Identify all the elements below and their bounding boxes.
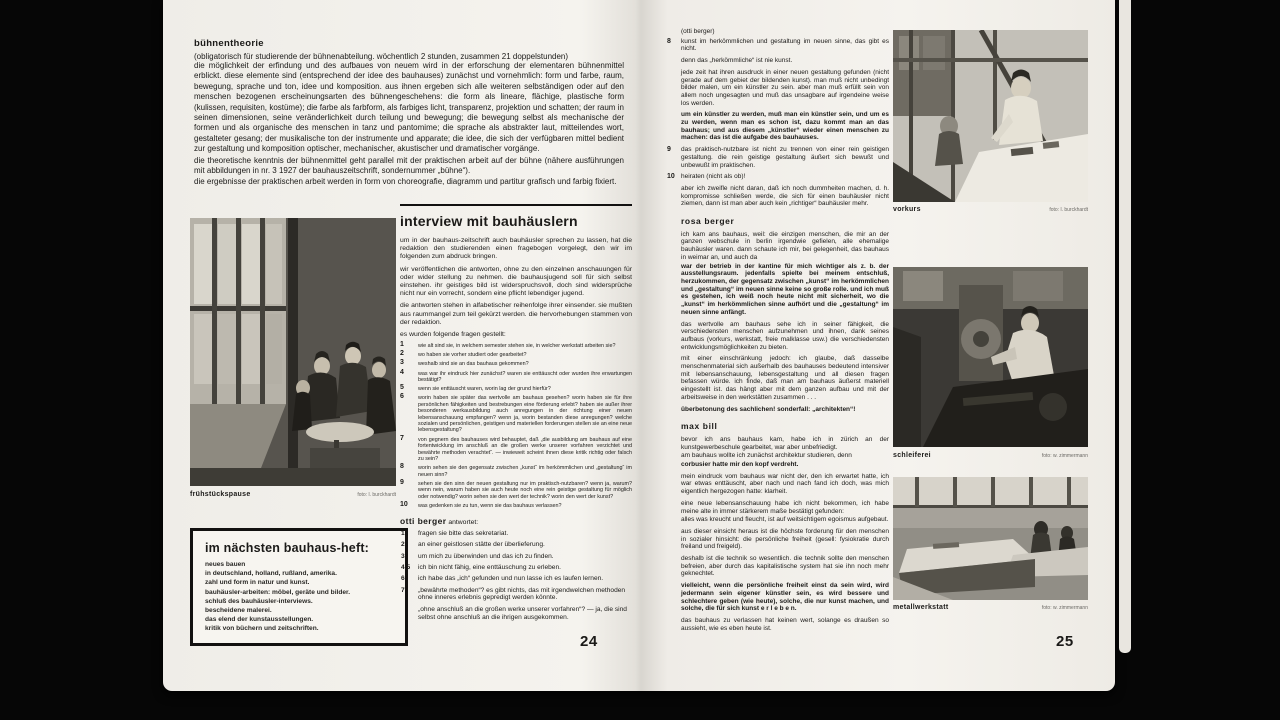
answer-item bbox=[400, 587, 632, 603]
question-item bbox=[400, 361, 632, 367]
vorkurs-caption bbox=[893, 206, 1088, 213]
interview-top-rule bbox=[400, 204, 632, 206]
theory-paragraph: die möglichkeit der erfindung und des aufbaues von neuem wird in der erforschung der elementaren bühnenmittel erblickt. diese elemente sind (entsprechend der idee des bauhauses) zunächst und vornehmlich: form und farbe, raum, bewegung, sprache und ton, idee und komposition. aus ihnen ergeben sich alle weiteren selbständigen oder auf den menschen bezogenen erscheinungsarten des bühnengeschehens: die form als lineare, flächige, plastische form (kulissen, requisiten, kostüme); die farbe als farbform, als farbiges licht, transparenz, projektion und schatten; der raum in seinen dimensionen, seine veränderlichkeit durch teilung und bewegung; die bewegung selbst als mechanische der formen und als organische des menschen in tanz und pantomime; die sprache als abstrakter laut, mitteilendes wort, gestalteter gesang; der musikalische ton der instrumente und apparate; die idee, die sich der verfügbaren mittel bedient zur gestaltung und komposition optischer, mechanischer, akustischer und dramatischer vorgänge. bbox=[194, 61, 624, 154]
next-issue-item: schluß des bauhäusler-interviews. bbox=[205, 597, 313, 605]
question-text: wo haben sie vorher studiert oder gearbeitet? bbox=[418, 352, 527, 359]
answer-text: „ohne anschluß an die großen werke unserer vorfahren“? — ja, die sind selbst ohne anschluß an die ihrigen ausgekommen. bbox=[418, 605, 627, 621]
schleiferei-caption-label: schleiferei bbox=[893, 452, 931, 459]
text-block-text: überbetonung des sachlichen! sonderfall: „architekten“! bbox=[681, 405, 856, 413]
text-block bbox=[681, 423, 889, 431]
text-block bbox=[681, 231, 889, 262]
next-issue-item: kritik von büchern und zeitschriften. bbox=[205, 625, 319, 633]
fruehstueckspause-caption-label: frühstückspause bbox=[190, 491, 251, 498]
text-block-text: corbusier hatte mir den kopf verdreht. bbox=[681, 461, 799, 469]
question-text: worin haben sie später das wertvolle am bauhaus gesehen? worin haben sie für ihre persönlichen fähigkeiten und bestrebungen eine förderung erlebt? haben sie außer ihrer besonderen werkausbildung auch anregungen in der richtung einer neuen lebensanschauung empfangen? wenn ja, worin bestanden diese anregungen? welche sozialen und persönlichen, geistigen und materiellen forderungen stellen sie an eine neue lebensgestaltung? bbox=[418, 395, 632, 434]
question-text: worin sehen sie den gegensatz zwischen „kunst“ im herkömmlichen und „gestaltung“ im neuen sinn? bbox=[418, 465, 632, 478]
text-block-text: mein eindruck vom bauhaus war nicht der, den ich erwartet hatte, ich war etwas enttäuscht, aber nach und nach fand ich doch, was mich eigentlich hergezogen hatte: klarheit. bbox=[681, 472, 889, 496]
text-block bbox=[681, 355, 889, 401]
text-block-text: heiraten (nicht als ob)! bbox=[681, 173, 746, 181]
text-block bbox=[681, 263, 889, 317]
metallwerkstatt-photo-art bbox=[893, 477, 1088, 600]
answers-heading bbox=[400, 516, 632, 526]
question-item bbox=[400, 478, 632, 500]
next-issue-item: zahl und form in natur und kunst. bbox=[205, 579, 310, 587]
questions-list bbox=[400, 343, 632, 509]
page-stack-edge bbox=[1119, 0, 1131, 653]
interview-intro-paragraph: wir veröffentlichen die antworten, ohne zu den einzelnen anschauungen für oder wider stellung zu nehmen. die bauhausjugend soll für sich selbst einstehen. ihr geistiges bild ist widerspruchsvoll, doch sind widersprüche nicht nur ein vorrecht, sondern eine pflicht lebendiger jugend. bbox=[400, 265, 632, 298]
text-block bbox=[681, 555, 889, 578]
text-block-text: kunst im herkömmlichen und gestaltung im neuen sinne, das gibt es nicht. bbox=[681, 37, 889, 53]
question-text: weshalb sind sie an das bauhaus gekommen? bbox=[418, 361, 529, 368]
answer-item bbox=[400, 553, 632, 561]
text-block-number: 9 bbox=[667, 146, 671, 154]
answer-number: 4,5 bbox=[401, 564, 411, 572]
question-text: von gegnern des bauhauses wird behauptet, daß „die ausbildung am bauhaus auf eine fortentwicklung im anschluß an die großen werke unserer vorfahren verzichtet und bewährte methoden verachtet“. — inwieweit scheint ihnen diese kritik richtig oder falsch zu sein? bbox=[418, 436, 632, 462]
text-block-text: alles was kreucht und fleucht, ist auf weitsichtigem egoismus aufgebaut. bbox=[681, 516, 889, 524]
text-block-text: aus dieser einsicht heraus ist die höchste forderung für den menschen in sozialer hinsicht: die persönliche freiheit (gesell: fysiokratie durch freiland und freigeld). bbox=[681, 527, 889, 551]
question-text: was gedenken sie zu tun, wenn sie das bauhaus verlassen? bbox=[418, 502, 562, 509]
question-item bbox=[400, 386, 632, 392]
text-block-text: vielleicht, wenn die persönliche freiheit einst da sein wird, wird jedermann sein eigener künstler sein, es wird bessere und schlechtere geben (wie heute), solche, die nur kunst machen, und solche, die für sich kunst e r l e b e n. bbox=[681, 582, 889, 613]
text-block bbox=[667, 146, 889, 169]
text-block-text: ich kam ans bauhaus, weil: die einzigen menschen, die mir an der ganzen webschule in berlin irgendwie gefielen, alle ehemalige bauhäusler waren. dann schaute ich mir, bei gelegenheit, das bauhaus in weimar an, und auch da bbox=[681, 230, 889, 261]
question-item bbox=[400, 352, 632, 358]
answer-text: „bewährte methoden“? es gibt nichts, das mit irgendwelchen methoden ohne inneres erlebnis gepredigt werden könnte. bbox=[418, 586, 626, 602]
magazine-spread bbox=[163, 0, 1115, 691]
text-block-text: rosa berger bbox=[681, 216, 735, 227]
answer-text: ich habe das „ich“ gefunden und nun lasse ich es laufen lernen. bbox=[418, 575, 604, 583]
interview-intro-paragraph: um in der bauhaus-zeitschrift auch bauhäusler sprechen zu lassen, hat die redaktion den studierenden einen fragebogen vorgelegt, den wir im folgenden zum abdruck bringen. bbox=[400, 237, 632, 261]
next-issue-item: bauhäusler-arbeiten: möbel, geräte und bilder. bbox=[205, 588, 351, 596]
question-item bbox=[400, 343, 632, 349]
text-block bbox=[681, 218, 889, 226]
question-number: 1 bbox=[400, 341, 404, 349]
answer-number: 7 bbox=[401, 586, 405, 594]
next-issue-items bbox=[205, 560, 405, 634]
next-issue-item: bescheidene malerei. bbox=[205, 607, 272, 615]
schleiferei-photo-art bbox=[893, 267, 1088, 447]
answer-item bbox=[400, 575, 632, 583]
text-block bbox=[681, 436, 889, 451]
question-number: 4 bbox=[400, 368, 404, 376]
answer-text: an einer geistlosen stätte der überlieferung. bbox=[418, 541, 545, 549]
next-issue-title: im nächsten bauhaus-heft: bbox=[205, 541, 370, 555]
metallwerkstatt-photo bbox=[893, 477, 1088, 600]
text-block-text: bevor ich ans bauhaus kam, habe ich in zürich an der kunstgewerbeschule gearbeitet, war aber unbefriedigt. bbox=[681, 435, 889, 451]
text-block bbox=[681, 500, 889, 515]
question-number: 5 bbox=[400, 384, 404, 392]
text-block bbox=[681, 461, 889, 469]
next-issue-item: das elend der kunstausstellungen. bbox=[205, 616, 314, 624]
text-block-text: war der betrieb in der kantine für mich wichtiger als z. b. der ausstellungsraum. jedenfalls spielte bei meinem entschluß, herzukommen, der gegensatz zwischen „kunst“ im herkömmlichen und „gestaltung“ im neuen sinne keine so große rolle. und ich muß es gestehen, ich weiß noch heute nicht mit sicherheit, wo die „kunst“ im herkömmlichen sinne aufhört und die „gestaltung“ im neuen sinne anfängt. bbox=[681, 262, 889, 316]
schleiferei-caption bbox=[893, 452, 1088, 459]
text-block bbox=[681, 516, 889, 524]
question-text: was war ihr eindruck hier zunächst? waren sie enttäuscht oder wurden ihre erwartungen bestätigt? bbox=[418, 370, 632, 384]
text-block-text: das bauhaus zu verlassen hat keinen wert, solange es draußen so aussieht, wie es eben heute ist. bbox=[681, 617, 889, 632]
text-block-text: deshalb ist die technik so wesentlich. die technik sollte den menschen befreien, aber durch das kapitalistische system hat sie ihn noch mehr geknechtet. bbox=[681, 555, 889, 578]
vorkurs-caption-label: vorkurs bbox=[893, 206, 921, 213]
text-block-text: aber ich zweifle nicht daran, daß ich noch dummheiten machen, d. h. kompromisse schließen werde, die sich für einen bauhäusler nicht ziemen, dann ist man aber auch kein „richtiger“ bauhäusler mehr. bbox=[681, 184, 889, 208]
right-text-column bbox=[667, 28, 889, 636]
answers-heading-suffix: antwortet: bbox=[446, 519, 479, 527]
question-number: 9 bbox=[400, 478, 404, 486]
answer-item bbox=[400, 564, 632, 572]
answer-number: 6 bbox=[401, 575, 405, 583]
fruehstueckspause-caption bbox=[190, 491, 396, 498]
page-number-right: 25 bbox=[1056, 633, 1074, 650]
text-block bbox=[681, 406, 889, 414]
interview-title: interview mit bauhäuslern bbox=[400, 213, 578, 229]
text-block-text: denn das „herkömmliche“ ist nie kunst. bbox=[681, 57, 793, 65]
answer-text: um mich zu überwinden und das ich zu finden. bbox=[418, 552, 554, 560]
text-block bbox=[681, 617, 889, 632]
fruehstueckspause-photo bbox=[190, 218, 396, 486]
text-block bbox=[681, 582, 889, 613]
text-block-text: max bill bbox=[681, 421, 718, 432]
text-block bbox=[681, 111, 889, 142]
question-item bbox=[400, 500, 632, 509]
question-text: wenn sie enttäuscht waren, worin lag der grund hierfür? bbox=[418, 386, 551, 393]
interview-intro-paragraph: die antworten stehen in alfabetischer reihenfolge ihrer einsender. sie mußten aus raummangel zum teil gekürzt werden. die hervorhebungen stammen von der redaktion. bbox=[400, 302, 632, 326]
text-block-text: jede zeit hat ihren ausdruck in einer neuen gestaltung gefunden (nicht gerade auf dem gebiet der bildenden kunst). man muß nicht unbedingt bilder malen, um ein künstler zu sein. aber man muß erfüllt sein von allem noch ungesagten und muß das unsagbare auf irgendeine weise los werden. bbox=[681, 68, 889, 107]
text-block bbox=[681, 321, 889, 352]
question-number: 6 bbox=[400, 393, 404, 401]
answer-text: ich bin nicht fähig, eine enttäuschung zu erleben. bbox=[418, 564, 561, 572]
question-number: 2 bbox=[400, 350, 404, 358]
theory-paragraph: die theoretische kenntnis der bühnenmittel geht parallel mit der praktischen arbeit auf der bühne (nähere ausführungen mit abbildungen in nr. 3 1927 der bauhauszeitschrift, sondernummer „bühne“). bbox=[194, 155, 624, 176]
text-block bbox=[681, 57, 889, 65]
vorkurs-photo-art bbox=[893, 30, 1088, 202]
answers-heading-name: otti berger bbox=[400, 516, 447, 527]
theory-subtitle: (obligatorisch für studierende der bühnenabteilung. wöchentlich 2 stunden, zusammen 21 doppelstunden) bbox=[194, 52, 569, 61]
question-number: 8 bbox=[400, 463, 404, 471]
question-number: 3 bbox=[400, 359, 404, 367]
question-number: 10 bbox=[400, 500, 408, 508]
next-issue-item: in deutschland, holland, rußland, amerika. bbox=[205, 570, 337, 578]
question-text: wie alt sind sie, in welchem semester stehen sie, in welcher werkstatt arbeiten sie? bbox=[418, 343, 616, 350]
interview-intro bbox=[400, 237, 632, 327]
next-issue-box bbox=[190, 528, 411, 646]
metallwerkstatt-caption-credit: foto: w. zimmermann bbox=[1041, 605, 1088, 611]
next-issue-item: neues bauen bbox=[205, 561, 246, 568]
answers-list bbox=[400, 530, 632, 621]
answer-item bbox=[400, 606, 632, 622]
question-item bbox=[400, 465, 632, 478]
text-block bbox=[681, 185, 889, 208]
fruehstueckspause-photo-art bbox=[190, 218, 396, 486]
theory-paragraph: die ergebnisse der praktischen arbeit werden in form von choreografie, diagramm und partitur grafisch und farbig fixiert. bbox=[194, 177, 617, 187]
metallwerkstatt-caption-label: metallwerkstatt bbox=[893, 604, 949, 611]
text-block bbox=[667, 37, 889, 53]
text-block bbox=[681, 473, 889, 496]
questions-lead: es wurden folgende fragen gestellt: bbox=[400, 331, 506, 339]
text-block bbox=[681, 28, 889, 36]
question-item bbox=[400, 395, 632, 433]
text-block-number: 10 bbox=[667, 173, 675, 181]
answer-number: 1 bbox=[401, 530, 405, 538]
vorkurs-caption-credit: foto: l. burckhardt bbox=[1049, 207, 1088, 213]
question-number: 7 bbox=[400, 434, 404, 442]
theory-section bbox=[194, 38, 624, 189]
answer-item bbox=[400, 541, 632, 549]
text-block-number: 8 bbox=[667, 37, 671, 45]
question-item bbox=[400, 368, 632, 384]
page-number-left: 24 bbox=[580, 633, 598, 650]
question-item bbox=[400, 434, 632, 463]
text-block-text: (otti berger) bbox=[681, 28, 715, 35]
question-text: sehen sie den sinn der neuen gestaltung nur im praktisch-nutzbaren? wenn ja, warum? wenn nein, warum haben sie auch heute noch eine rein geistige gestaltung für möglich oder notwendig? worin sehen sie den wert der technik? worin den wert der kunst? bbox=[418, 480, 632, 500]
schleiferei-photo bbox=[893, 267, 1088, 447]
answer-text: fragen sie bitte das sekretariat. bbox=[418, 530, 509, 538]
answer-number: 2 bbox=[401, 541, 405, 549]
text-block-text: eine neue lebensanschauung habe ich nicht bekommen, ich habe meine alte in immer stärkerem maße bestätigt gefunden: bbox=[681, 499, 889, 515]
text-block bbox=[681, 452, 889, 460]
interview-section bbox=[400, 204, 632, 625]
text-block-text: um ein künstler zu werden, muß man ein künstler sein, und um es zu werden, wenn man es schon ist, dazu kommt man an das bauhaus; und aus diesem „künstler“ wieder einen menschen zu machen: das ist die aufgabe des bauhauses. bbox=[681, 111, 889, 142]
vorkurs-photo bbox=[893, 30, 1088, 202]
text-block bbox=[667, 173, 889, 181]
theory-paragraphs bbox=[194, 61, 624, 188]
answer-item bbox=[400, 530, 632, 538]
theory-title: bühnentheorie bbox=[194, 38, 264, 49]
text-block-text: das praktisch-nutzbare ist nicht zu trennen von einer rein geistigen gestaltung. die rein geistige gestaltung äußert sich bewußt und unbewußt im praktischen. bbox=[681, 146, 889, 169]
text-block bbox=[681, 69, 889, 108]
text-block-text: das wertvolle am bauhaus sehe ich in seiner fähigkeit, die verschiedensten menschen aufzunehmen und ihnen, dank seines aufbaus (vorkurs, werkstatt, freie malklasse usw.) die verschiedensten entwicklungsmöglichkeiten zu bieten. bbox=[681, 320, 889, 351]
metallwerkstatt-caption bbox=[893, 604, 1088, 611]
text-block-text: am bauhaus wollte ich zunächst architektur studieren, denn bbox=[681, 452, 852, 460]
text-block-text: mit einer einschränkung jedoch: ich glaube, daß dasselbe menschenmaterial sich außerhalb des bauhauses bedeutend intensiver mit lebensanschauung, lebensgestaltung und all diesen fragen befassen würde. ich finde, daß man am bauhaus äußerst materiell eingestellt ist. das hängt aber mit dem ganzen aufbau und mit der arbeitsweise in den werkstätten zusammen . . . bbox=[681, 355, 889, 401]
answer-number: 3 bbox=[401, 552, 405, 560]
fruehstueckspause-caption-credit: foto: l. burckhardt bbox=[357, 492, 396, 498]
text-block bbox=[681, 528, 889, 551]
schleiferei-caption-credit: foto: w. zimmermann bbox=[1041, 453, 1088, 459]
